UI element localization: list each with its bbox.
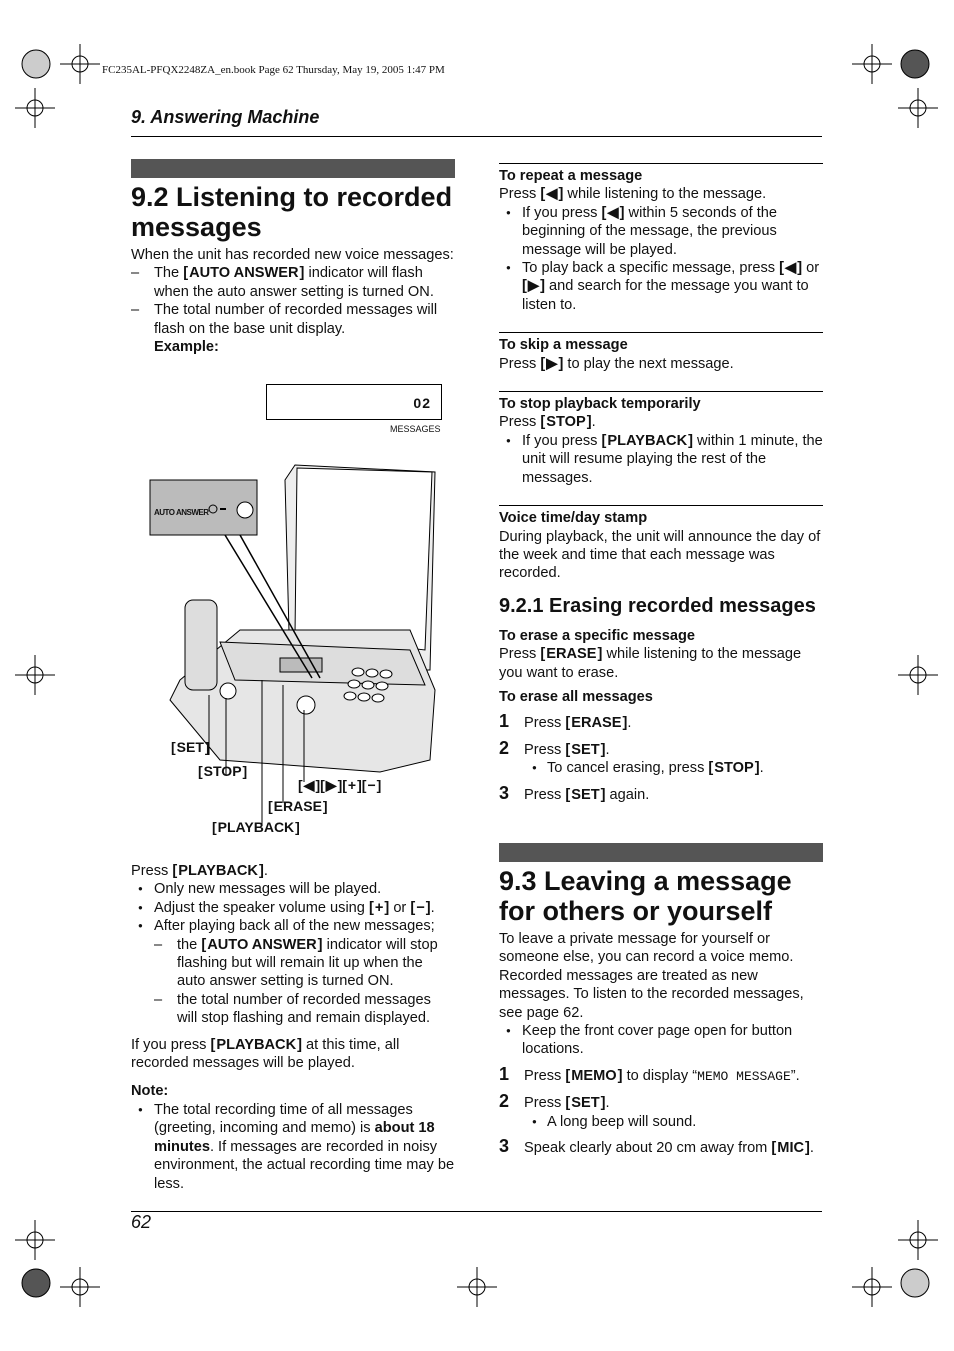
p-block <box>131 862 455 880</box>
left-arrow-icon: [ ◀ ] <box>298 777 320 793</box>
emphasis-text: MEMO MESSAGE <box>697 1068 791 1084</box>
subdash-block <box>131 991 455 1028</box>
text-run: indicator will stop flashing but will remain lit up when the auto answer setting is turned ON. <box>177 936 438 990</box>
text-run: the total number of recorded messages will stop flashing and remain displayed. <box>177 991 431 1027</box>
subbullet-block <box>499 759 823 777</box>
text-run: The total recording time of all messages (greeting, incoming and memo) is <box>154 1101 413 1137</box>
p-block <box>499 413 823 431</box>
text-run: If you press <box>522 204 602 221</box>
bullet-block <box>499 204 823 259</box>
fax-illustration <box>140 380 460 840</box>
step-number: 2 <box>499 737 510 758</box>
step-number: 1 <box>499 711 510 732</box>
left-column-bottom <box>131 862 455 1193</box>
text-run: within 1 minute, the unit will resume playing the rest of the messages. <box>522 432 823 486</box>
h2-block <box>499 593 823 619</box>
text-run: The <box>154 265 184 282</box>
h1-block <box>131 182 455 242</box>
key-name: [ MIC ] <box>771 1140 810 1156</box>
p-block <box>499 645 823 682</box>
text-run: Note: <box>131 1083 169 1100</box>
text-run: . <box>263 863 268 879</box>
key-name: [ STOP ] <box>540 414 591 430</box>
subhead-block <box>499 627 823 645</box>
key-name: [ ▶ ] <box>522 278 545 294</box>
indentb-block <box>131 338 455 356</box>
text-run: If you press <box>522 432 602 449</box>
key-name: [ PLAYBACK ] <box>602 433 694 449</box>
text-run: while listening to the message. <box>563 186 767 203</box>
key-name: [ ▶ ] <box>540 356 563 372</box>
text-run: the <box>177 936 202 953</box>
text-run: . <box>759 760 764 777</box>
text-run: . <box>430 899 435 916</box>
text-run: . If messages are recorded in noisy environment, the actual recording time may be less. <box>154 1138 455 1192</box>
text-run: or <box>802 260 820 277</box>
key-name: [ STOP ] <box>708 760 759 776</box>
p-block <box>131 1036 455 1073</box>
key-name: [ MEMO ] <box>565 1068 622 1084</box>
text-run: During playback, the unit will announce the day of the week and time that each message was recorded. <box>499 528 821 582</box>
key-name: [ ◀ ] <box>540 186 563 202</box>
text-run: at this time, all recorded messages will be played. <box>131 1036 400 1072</box>
text-run: . <box>809 1140 814 1157</box>
step-block <box>499 711 823 732</box>
step-number: 3 <box>499 782 510 803</box>
minus-icon: [ − ] <box>362 777 382 793</box>
text-run: The total number of recorded messages will flash on the base unit display. <box>154 302 438 337</box>
h1-block <box>499 866 823 926</box>
step-block <box>499 737 823 759</box>
text-run: . <box>627 715 632 732</box>
sechead-block <box>499 163 823 185</box>
key-name: [ SET ] <box>565 787 605 803</box>
text-run: to display “ <box>622 1067 698 1084</box>
key-name: [ ◀ ] <box>602 205 625 221</box>
bar-block <box>131 159 455 178</box>
text-run: 9.2 Listening to recorded messages <box>131 182 453 242</box>
text-run: . <box>605 741 610 758</box>
header-rule <box>131 136 822 137</box>
p-block <box>499 930 823 1022</box>
key-name: [ ◀ ] <box>779 260 802 276</box>
text-run: To erase all messages <box>499 688 653 705</box>
key-name: [ + ] <box>369 900 389 916</box>
text-run: Press <box>499 414 541 431</box>
text-run: Adjust the speaker volume using <box>154 899 369 916</box>
text-run: . <box>605 1095 610 1112</box>
key-name: [ ERASE ] <box>540 646 602 662</box>
set-button-label: [ SET ] <box>171 738 210 756</box>
key-name: [ SET ] <box>565 742 605 758</box>
auto-answer-indicator-label: AUTO ANSWER <box>154 508 209 517</box>
text-run: within 5 seconds of the beginning of the message, the previous message will be played. <box>522 204 777 258</box>
emphasis-text: about 18 minutes <box>154 1120 435 1155</box>
bar-block <box>499 843 823 862</box>
text-run: If you press <box>131 1036 211 1053</box>
text-run: A long beep will sound. <box>547 1113 697 1130</box>
key-name: [ PLAYBACK ] <box>172 863 264 879</box>
dash-block <box>131 264 455 301</box>
text-run: Press <box>499 355 541 372</box>
text-run: To stop playback temporarily <box>499 396 701 413</box>
text-run: indicator will flash when the auto answer setting is turned ON. <box>154 265 434 300</box>
subhead-block <box>499 688 823 706</box>
p-block <box>499 528 823 583</box>
key-name: [ PLAYBACK ] <box>211 1037 303 1053</box>
right-column-top <box>499 163 823 804</box>
text-run: again. <box>605 786 650 803</box>
note-block <box>131 1082 455 1100</box>
step-block <box>499 1136 823 1157</box>
text-run: Press <box>131 863 173 879</box>
playback-button-label: [ PLAYBACK ] <box>212 818 300 836</box>
key-name: [ ERASE ] <box>565 715 627 731</box>
bullet-block <box>131 1101 455 1193</box>
text-run: Press <box>524 786 566 803</box>
p-block <box>131 246 455 264</box>
chapter-title: 9. Answering Machine <box>131 107 320 127</box>
text-run: Press <box>524 1067 566 1084</box>
text-run: Only new messages will be played. <box>154 881 382 898</box>
text-run: while listening to the message you want to erase. <box>499 646 802 681</box>
text-run: After playing back all of the new messages; <box>154 918 435 935</box>
plus-icon: [ + ] <box>342 777 362 793</box>
step-number: 1 <box>499 1063 510 1084</box>
bullet-block <box>131 899 455 917</box>
step-block <box>499 782 823 804</box>
key-name: [ − ] <box>410 900 430 916</box>
p-block <box>499 355 823 373</box>
text-run: When the unit has recorded new voice messages: <box>131 247 454 263</box>
text-run: To play back a specific message, press <box>522 260 780 277</box>
left-column-top <box>131 159 455 356</box>
text-run: 9.3 Leaving a message for others or yourself <box>499 866 792 926</box>
text-run: To leave a private message for yourself or someone else, you can record a voice memo. Recorded messages are treated as new messages. To listen to the recorded messages, see page 62. <box>499 931 804 1021</box>
bullet-block <box>131 880 455 898</box>
text-run: Keep the front cover page open for button locations. <box>522 1023 793 1058</box>
text-run: To repeat a message <box>499 168 643 184</box>
text-run: Speak clearly about 20 cm away from <box>524 1140 772 1157</box>
erase-button-label: [ ERASE ] <box>268 797 328 815</box>
sechead-block <box>499 332 823 354</box>
text-run: To erase a specific message <box>499 627 696 644</box>
file-meta-line: FC235AL-PFQX2248ZA_en.book Page 62 Thursday, May 19, 2005 1:47 PM <box>102 64 445 76</box>
subbullet-block <box>499 1113 823 1131</box>
sechead-block <box>499 505 823 527</box>
text-run: Press <box>524 715 566 732</box>
text-run: 9.2.1 Erasing recorded messages <box>499 594 816 617</box>
step-number: 3 <box>499 1136 510 1157</box>
text-run: Press <box>524 1095 566 1112</box>
fax-machine-drawing <box>140 380 460 840</box>
footer-rule <box>131 1211 822 1212</box>
text-run: To skip a message <box>499 337 628 354</box>
text-run: and search for the message you want to listen to. <box>522 278 809 313</box>
text-run: Example: <box>154 339 219 356</box>
key-name: [ SET ] <box>565 1095 605 1111</box>
bullet-block <box>131 917 455 935</box>
dash-block <box>131 301 455 338</box>
text-run: . <box>591 414 596 431</box>
step-block <box>499 1063 823 1086</box>
step-block <box>499 1091 823 1112</box>
right-column-bottom <box>499 843 823 1157</box>
text-run: to play the next message. <box>563 355 734 372</box>
p-block <box>499 185 823 203</box>
text-run: To cancel erasing, press <box>547 760 709 777</box>
key-name: [ AUTO ANSWER ] <box>183 265 304 281</box>
text-run: ”. <box>790 1067 800 1084</box>
page-number: 62 <box>131 1212 152 1232</box>
bullet-block <box>499 432 823 487</box>
display-caption: MESSAGES <box>390 424 441 434</box>
text-run: Press <box>524 741 566 758</box>
text-run: or <box>389 899 411 916</box>
key-name: [ AUTO ANSWER ] <box>201 937 322 953</box>
bullet-block <box>499 1022 823 1059</box>
stop-button-label: [ STOP ] <box>198 762 247 780</box>
display-value: 02 <box>413 395 431 411</box>
sechead-block <box>499 391 823 413</box>
text-run: Press <box>499 186 541 203</box>
step-number: 2 <box>499 1091 510 1112</box>
bullet-block <box>499 259 823 314</box>
text-run: Press <box>499 646 541 663</box>
nav-volume-buttons-label <box>298 776 381 794</box>
right-arrow-icon: [ ▶ ] <box>320 777 342 793</box>
subdash-block <box>131 936 455 991</box>
text-run: Voice time/day stamp <box>499 510 648 527</box>
